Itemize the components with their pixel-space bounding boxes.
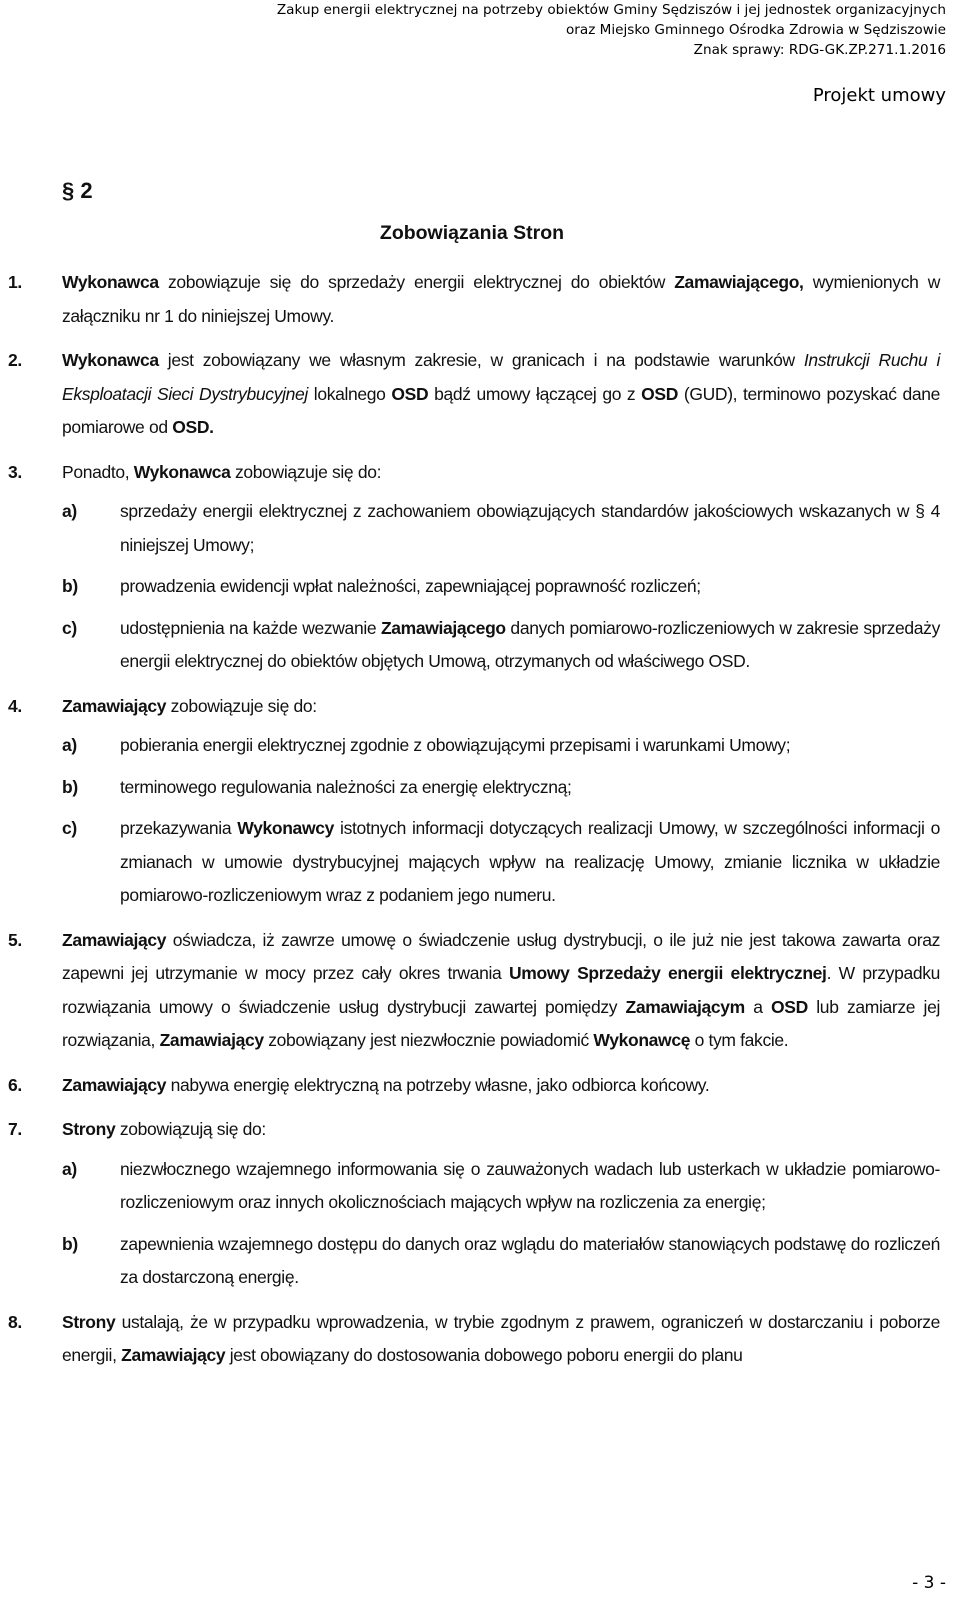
header-line-2: oraz Miejsko Gminnego Ośrodka Zdrowia w Sędziszowie — [565, 22, 946, 38]
term-contractor: Wykonawca — [62, 350, 159, 370]
term-ordering-party: Zamawiającego — [380, 617, 506, 638]
clause-7: 7. Strony zobowiązują się do: a) niezwłocznego wzajemnego informowania się o zauważonych wadach lub usterkach w układzie pomiarowo-rozliczeniowym oraz innych okolicznościach mających wpływ na rozliczenia za energię; b) zapewnienia wzajemnego dostępu do danych oraz wglądu do materiałów stanowiących podstawę do rozliczeń za dostarczoną energię. — [8, 1113, 940, 1295]
term-parties: Strony — [62, 1311, 116, 1332]
section-title: Zobowiązania Stron — [379, 222, 565, 244]
term-ordering-party: Zamawiający — [62, 695, 167, 716]
clause-5: 5. Zamawiający oświadcza, iż zawrze umowę o świadczenie usług dystrybucji, o ile już nie jest takowa zawarta oraz zapewni jej utrzymanie w mocy przez cały okres trwania Umowy Sprzedaży energii elektrycznej. W przypadku rozwiązania umowy o świadczenie usług dystrybucji zawartej pomiędzy Zamawiającym a OSD lub zamiarze jej rozwiązania, Zamawiający zobowiązany jest niezwłocznie powiadomić Wykonawcę o tym fakcie. — [8, 924, 940, 1058]
instruction-title: Instrukcji Ruchu i Eksploatacji Sieci Dystrybucyjnej — [62, 350, 940, 404]
term-osd: OSD — [771, 996, 808, 1017]
clause-number: 7. — [8, 1119, 22, 1139]
page-number: - 3 - — [912, 1573, 946, 1593]
clause-6: 6. Zamawiający nabywa energię elektryczną na potrzeby własne, jako odbiorca końcowy. — [8, 1069, 940, 1103]
document-type-label: Projekt umowy — [812, 85, 946, 106]
clause-3-point-b: b) prowadzenia ewidencji wpłat należności, zapewniającej poprawność rozliczeń; — [62, 576, 701, 596]
header-line-1: Zakup energii elektrycznej na potrzeby obiektów Gminy Sędziszów i jej jednostek organizacyjnych — [276, 2, 946, 18]
clause-3: 3. Ponadto, Wykonawca zobowiązuje się do: a) sprzedaży energii elektrycznej z zachowaniem obowiązujących standardów jakościowych wskazanych w § 4 niniejszej Umowy; b) prowadzenia ewidencji wpłat należności, zapewniającej poprawność rozliczeń; c) udostępnienia na każde wezwanie Zamawiającego danych pomiarowo-rozliczeniowych w zakresie sprzedaży energii elektrycznej do obiektów objętych Umową, otrzymanych od właściwego OSD. — [8, 456, 940, 679]
clause-number: 3. — [8, 461, 22, 482]
header-case-number: Znak sprawy: RDG-GK.ZP.271.1.2016 — [693, 42, 946, 58]
term-sales-agreement: Umowy Sprzedaży energii elektrycznej — [509, 963, 827, 983]
clause-8: 8. Strony ustalają, że w przypadku wprowadzenia, w trybie zgodnym z prawem, ograniczeń w dostarczaniu i poborze energii, Zamawiający jest obowiązany do dostosowania dobowego poboru energii do planu — [8, 1306, 940, 1373]
clause-number: 8. — [8, 1311, 22, 1332]
clause-number: 1. — [8, 272, 22, 292]
clause-3-point-a: a) sprzedaży energii elektrycznej z zachowaniem obowiązujących standardów jakościowych wskazanych w § 4 niniejszej Umowy; — [62, 501, 940, 555]
clause-7-point-b: b) zapewnienia wzajemnego dostępu do danych oraz wglądu do materiałów stanowiących podstawę do rozliczeń za dostarczoną energię. — [62, 1233, 940, 1287]
clause-number: 6. — [8, 1074, 22, 1095]
clause-number: 2. — [8, 350, 22, 370]
clause-4-point-a: a) pobierania energii elektrycznej zgodnie z obowiązującymi przepisami i warunkami Umowy; — [62, 735, 791, 755]
clause-3-point-c: c) udostępnienia na każde wezwanie Zamawiającego danych pomiarowo-rozliczeniowych w zakresie sprzedaży energii elektrycznej do obiektów objętych Umową, otrzymanych od właściwego OSD. — [62, 617, 940, 671]
clause-4-point-c: c) przekazywania Wykonawcy istotnych informacji dotyczących realizacji Umowy, w szczególności informacji o zmianach w umowie dystrybucyjnej mających wpływ na realizację Umowy, zmianie licznika w układzie pomiarowo-rozliczeniowym wraz z podaniem jego numeru. — [62, 818, 940, 905]
clause-1: 1. Wykonawca zobowiązuje się do sprzedaży energii elektrycznej do obiektów Zamawiającego, wymienionych w załączniku nr 1 do niniejszej Umowy. — [8, 266, 940, 333]
term-contractor: Wykonawcy — [237, 818, 334, 838]
clause-number: 5. — [8, 929, 22, 950]
term-ordering-party: Zamawiającego, — [674, 272, 804, 292]
term-contractor: Wykonawca — [133, 461, 231, 482]
clause-4-point-b: b) terminowego regulowania należności za energię elektryczną; — [62, 776, 572, 797]
document-body — [8, 266, 940, 1384]
term-osd: OSD — [172, 417, 210, 437]
section-symbol: § 2 — [62, 178, 93, 203]
page-header — [277, 0, 946, 60]
clause-number: 4. — [8, 695, 22, 716]
term-osd: OSD — [641, 383, 679, 404]
clause-2: 2. Wykonawca jest zobowiązany we własnym zakresie, w granicach i na podstawie warunków Instrukcji Ruchu i Eksploatacji Sieci Dystrybucyjnej lokalnego OSD bądź umowy łączącej go z OSD (GUD), terminowo pozyskać dane pomiarowe od OSD. — [8, 344, 940, 445]
term-parties: Strony — [62, 1119, 116, 1139]
clause-4: 4. Zamawiający zobowiązuje się do: a) pobierania energii elektrycznej zgodnie z obowiązującymi przepisami i warunkami Umowy; b) terminowego regulowania należności za energię elektryczną; c) przekazywania Wykonawcy istotnych informacji dotyczących realizacji Umowy, w szczególności informacji o zmianach w umowie dystrybucyjnej mających wpływ na realizację Umowy, zmianie licznika w układzie pomiarowo-rozliczeniowym wraz z podaniem jego numeru. — [8, 690, 940, 913]
term-osd: OSD — [391, 383, 429, 404]
term-contractor: Wykonawca — [62, 272, 159, 292]
clause-7-point-a: a) niezwłocznego wzajemnego informowania się o zauważonych wadach lub usterkach w układzie pomiarowo-rozliczeniowym oraz innych okolicznościach mających wpływ na rozliczenia za energię; — [62, 1158, 940, 1212]
